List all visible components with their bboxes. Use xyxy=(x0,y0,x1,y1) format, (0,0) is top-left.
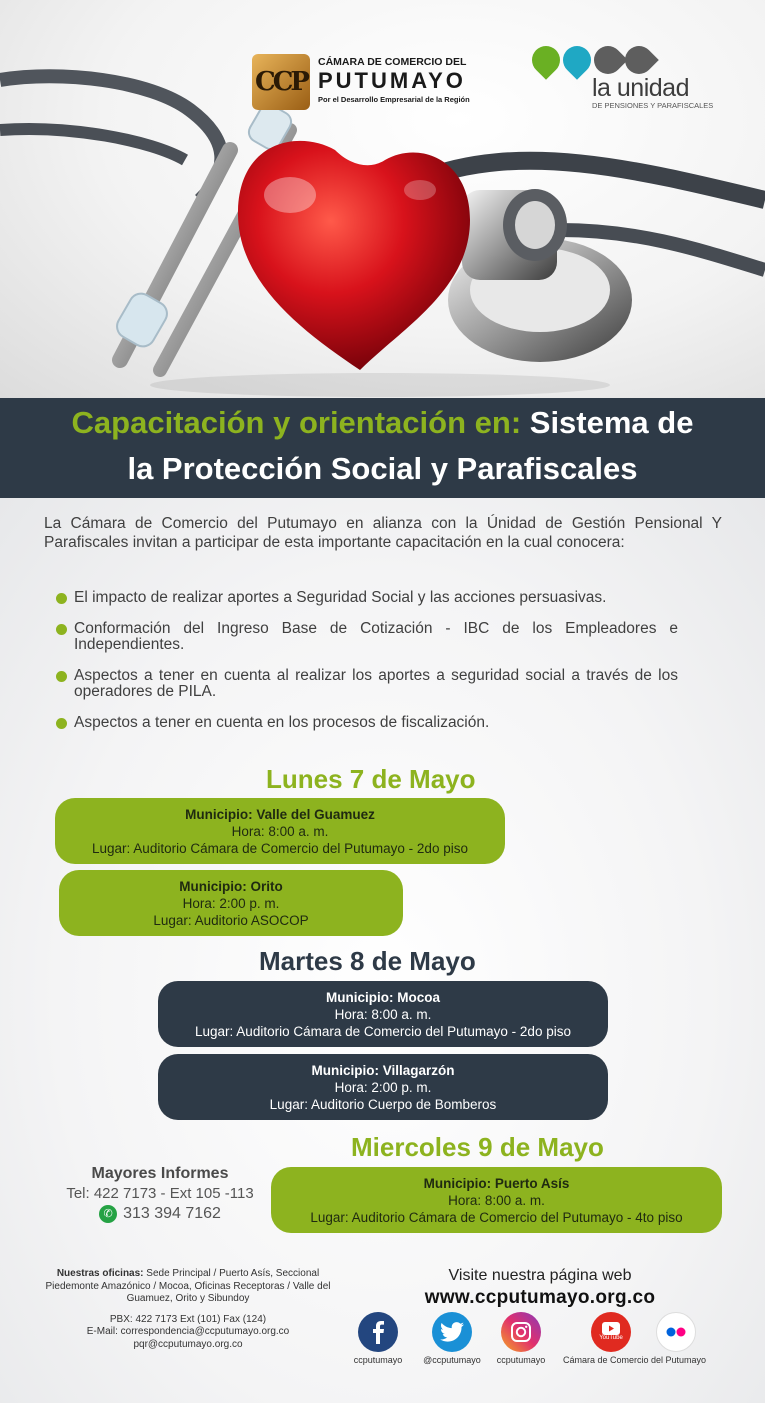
whatsapp-icon: ✆ xyxy=(99,1205,117,1223)
offices-label: Nuestras oficinas: xyxy=(56,1268,144,1279)
flickr-link[interactable] xyxy=(654,1312,698,1352)
list-item: Conformación del Ingreso Base de Cotización - IBC de los Empleadores e Independientes. xyxy=(56,621,678,653)
session-hora: Hora: 8:00 a. m. xyxy=(448,1192,545,1208)
blue-drop-icon xyxy=(557,40,597,80)
contact-phone[interactable]: Tel: 422 7173 - Ext 105 -113 xyxy=(66,1185,254,1202)
session-card xyxy=(158,1054,608,1120)
offices-email-1[interactable]: E-Mail: correspondencia@ccputumayo.org.co xyxy=(86,1326,290,1337)
title-banner xyxy=(0,398,765,498)
session-lugar: Lugar: Auditorio Cámara de Comercio del Putumayo - 4to piso xyxy=(310,1209,683,1225)
offices-info xyxy=(40,1268,336,1351)
instagram-label: ccputumayo xyxy=(496,1355,546,1365)
facebook-label: ccputumayo xyxy=(353,1355,403,1365)
day-3-title: Miercoles 9 de Mayo xyxy=(351,1132,604,1162)
session-hora: Hora: 2:00 p. m. xyxy=(182,895,280,911)
session-municipio: Municipio: Puerto Asís xyxy=(423,1175,570,1191)
contact-info xyxy=(50,1164,270,1225)
session-card xyxy=(271,1167,722,1233)
list-item: El impacto de realizar aportes a Seguridad Social y las acciones persuasivas. xyxy=(56,590,678,606)
instagram-link[interactable] xyxy=(493,1312,549,1365)
website-visit-text: Visite nuestra página web xyxy=(448,1267,632,1284)
ccp-logo-mark: CCP xyxy=(252,54,310,110)
facebook-link[interactable] xyxy=(350,1312,406,1365)
ccp-logo-top-text: CÁMARA DE COMERCIO DEL xyxy=(318,56,467,68)
website-info xyxy=(400,1266,680,1310)
website-url-link[interactable]: www.ccputumayo.org.co xyxy=(424,1287,656,1308)
whatsapp-number: 313 394 7162 xyxy=(123,1205,221,1222)
ccp-logo-tagline: Por el Desarrollo Empresarial de la Región xyxy=(318,95,470,104)
session-lugar: Lugar: Auditorio Cuerpo de Bomberos xyxy=(269,1096,497,1112)
list-item: Aspectos a tener en cuenta en los procesos de fiscalización. xyxy=(56,715,678,731)
twitter-label: @ccputumayo xyxy=(423,1355,481,1365)
banner-white-text: Sistema de xyxy=(529,405,694,440)
la-unidad-logo xyxy=(528,40,718,112)
youtube-icon xyxy=(591,1312,631,1352)
session-lugar: Lugar: Auditorio Cámara de Comercio del Putumayo - 2do piso xyxy=(195,1023,571,1039)
youtube-label: Cámara de Comercio del Putumayo xyxy=(563,1355,707,1365)
flickr-icon xyxy=(656,1312,696,1352)
day-2-title: Martes 8 de Mayo xyxy=(259,946,476,976)
session-hora: Hora: 8:00 a. m. xyxy=(231,823,329,839)
facebook-icon xyxy=(358,1312,398,1352)
offices-list: Sede Principal / Puerto Asís, Seccional Piedemonte Amazónico / Mocoa, Oficinas Receptoras / Valle del Guamuez, Orito y Sibundoy xyxy=(45,1268,331,1304)
youtube-link[interactable] xyxy=(563,1312,707,1365)
bullet-dot-icon xyxy=(56,671,67,682)
session-municipio: Municipio: Orito xyxy=(179,878,283,894)
day-1-title: Lunes 7 de Mayo xyxy=(266,764,476,794)
session-hora: Hora: 2:00 p. m. xyxy=(334,1079,432,1095)
youtube-glyph-text: YouTube xyxy=(599,1335,623,1341)
instagram-icon xyxy=(501,1312,541,1352)
bullet-dot-icon xyxy=(56,593,67,604)
session-lugar: Lugar: Auditorio Cámara de Comercio del Putumayo - 2do piso xyxy=(92,840,468,856)
la-unidad-subtitle: DE PENSIONES Y PARAFISCALES xyxy=(592,101,714,110)
topics-list xyxy=(56,590,678,746)
camara-comercio-logo xyxy=(252,50,487,112)
green-drop-icon xyxy=(526,40,566,80)
session-hora: Hora: 8:00 a. m. xyxy=(334,1006,432,1022)
offices-email-2[interactable]: pqr@ccputumayo.org.co xyxy=(133,1338,243,1350)
offices-text xyxy=(40,1268,336,1306)
session-municipio: Municipio: Villagarzón xyxy=(311,1062,455,1078)
hero-image xyxy=(0,0,765,398)
session-municipio: Municipio: Valle del Guamuez xyxy=(185,806,375,822)
session-municipio: Municipio: Mocoa xyxy=(326,989,440,1005)
banner-line-1 xyxy=(0,400,765,446)
banner-green-text: Capacitación y orientación en: xyxy=(71,405,522,440)
session-card xyxy=(59,870,403,936)
list-item: Aspectos a tener en cuenta al realizar los aportes a seguridad social a través de los operadores de PILA. xyxy=(56,668,678,700)
contact-title: Mayores Informes xyxy=(91,1165,229,1182)
session-card xyxy=(55,798,505,864)
session-lugar: Lugar: Auditorio ASOCOP xyxy=(153,912,309,928)
banner-line-2: la Protección Social y Parafiscales xyxy=(127,451,638,486)
la-unidad-name: la unidad xyxy=(592,74,689,102)
contact-whatsapp[interactable] xyxy=(99,1203,221,1225)
spacer xyxy=(40,1306,336,1314)
intro-paragraph: La Cámara de Comercio del Putumayo en alianza con la Únidad de Gestión Pensional Y Parafiscales invitan a participar de esta importante capacitación en la cual conocera: xyxy=(44,515,722,551)
twitter-icon xyxy=(432,1312,472,1352)
session-card xyxy=(158,981,608,1047)
ccp-logo-name: PUTUMAYO xyxy=(318,68,466,93)
twitter-link[interactable] xyxy=(420,1312,484,1365)
offices-pbx: PBX: 422 7173 Ext (101) Fax (124) xyxy=(109,1313,267,1325)
bullet-dot-icon xyxy=(56,718,67,729)
main-content xyxy=(0,498,765,1403)
bullet-dot-icon xyxy=(56,624,67,635)
